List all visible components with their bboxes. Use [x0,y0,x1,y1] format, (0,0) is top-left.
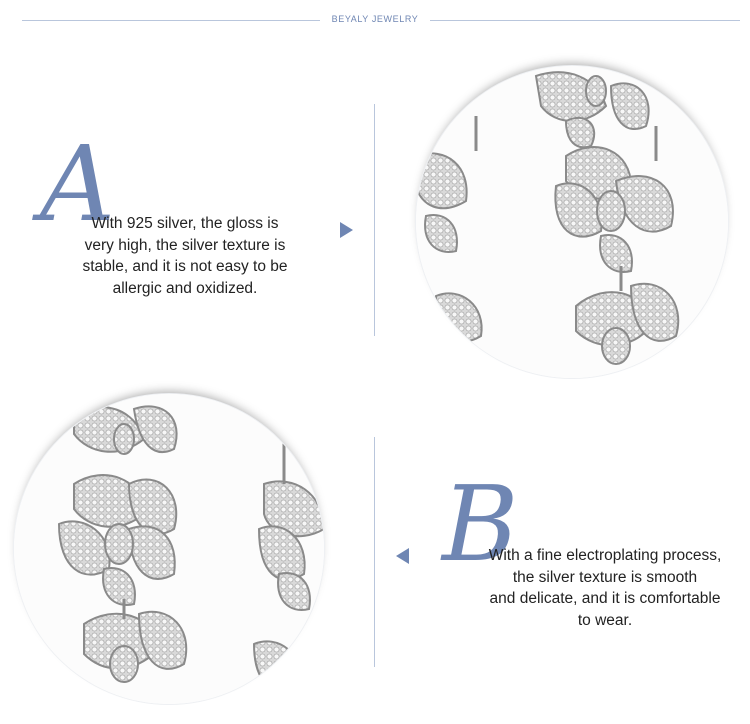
orchid-earring-image-b [14,394,324,704]
header-divider-right [430,20,740,21]
product-photo-b [14,394,324,704]
header-divider-left [22,20,320,21]
product-photo-a [416,66,728,378]
triangle-right-icon [340,222,353,238]
section-b-letter: B [442,463,519,585]
section-b-line: to wear. [577,611,633,629]
orchid-earring-image-a [416,66,728,378]
vertical-divider-b [374,437,375,667]
section-b-line: the silver texture is smooth [512,568,698,586]
section-a-line: With 925 silver, the gloss is [91,215,279,232]
section-b-text [470,545,740,631]
section-a-line: allergic and oxidized. [112,279,258,297]
section-a-line: very high, the silver texture is [84,236,286,254]
brand-name: BEYALY JEWELRY [331,14,419,24]
section-a-letter: A [40,123,116,245]
section-b-line: With a fine electroplating process, [488,547,722,564]
vertical-divider-a [374,104,375,336]
header [0,0,750,40]
section-a-text [60,213,310,299]
section-a-line: stable, and it is not easy to be [82,258,288,275]
triangle-left-icon [396,548,409,564]
section-b-line: and delicate, and it is comfortable [489,590,721,607]
